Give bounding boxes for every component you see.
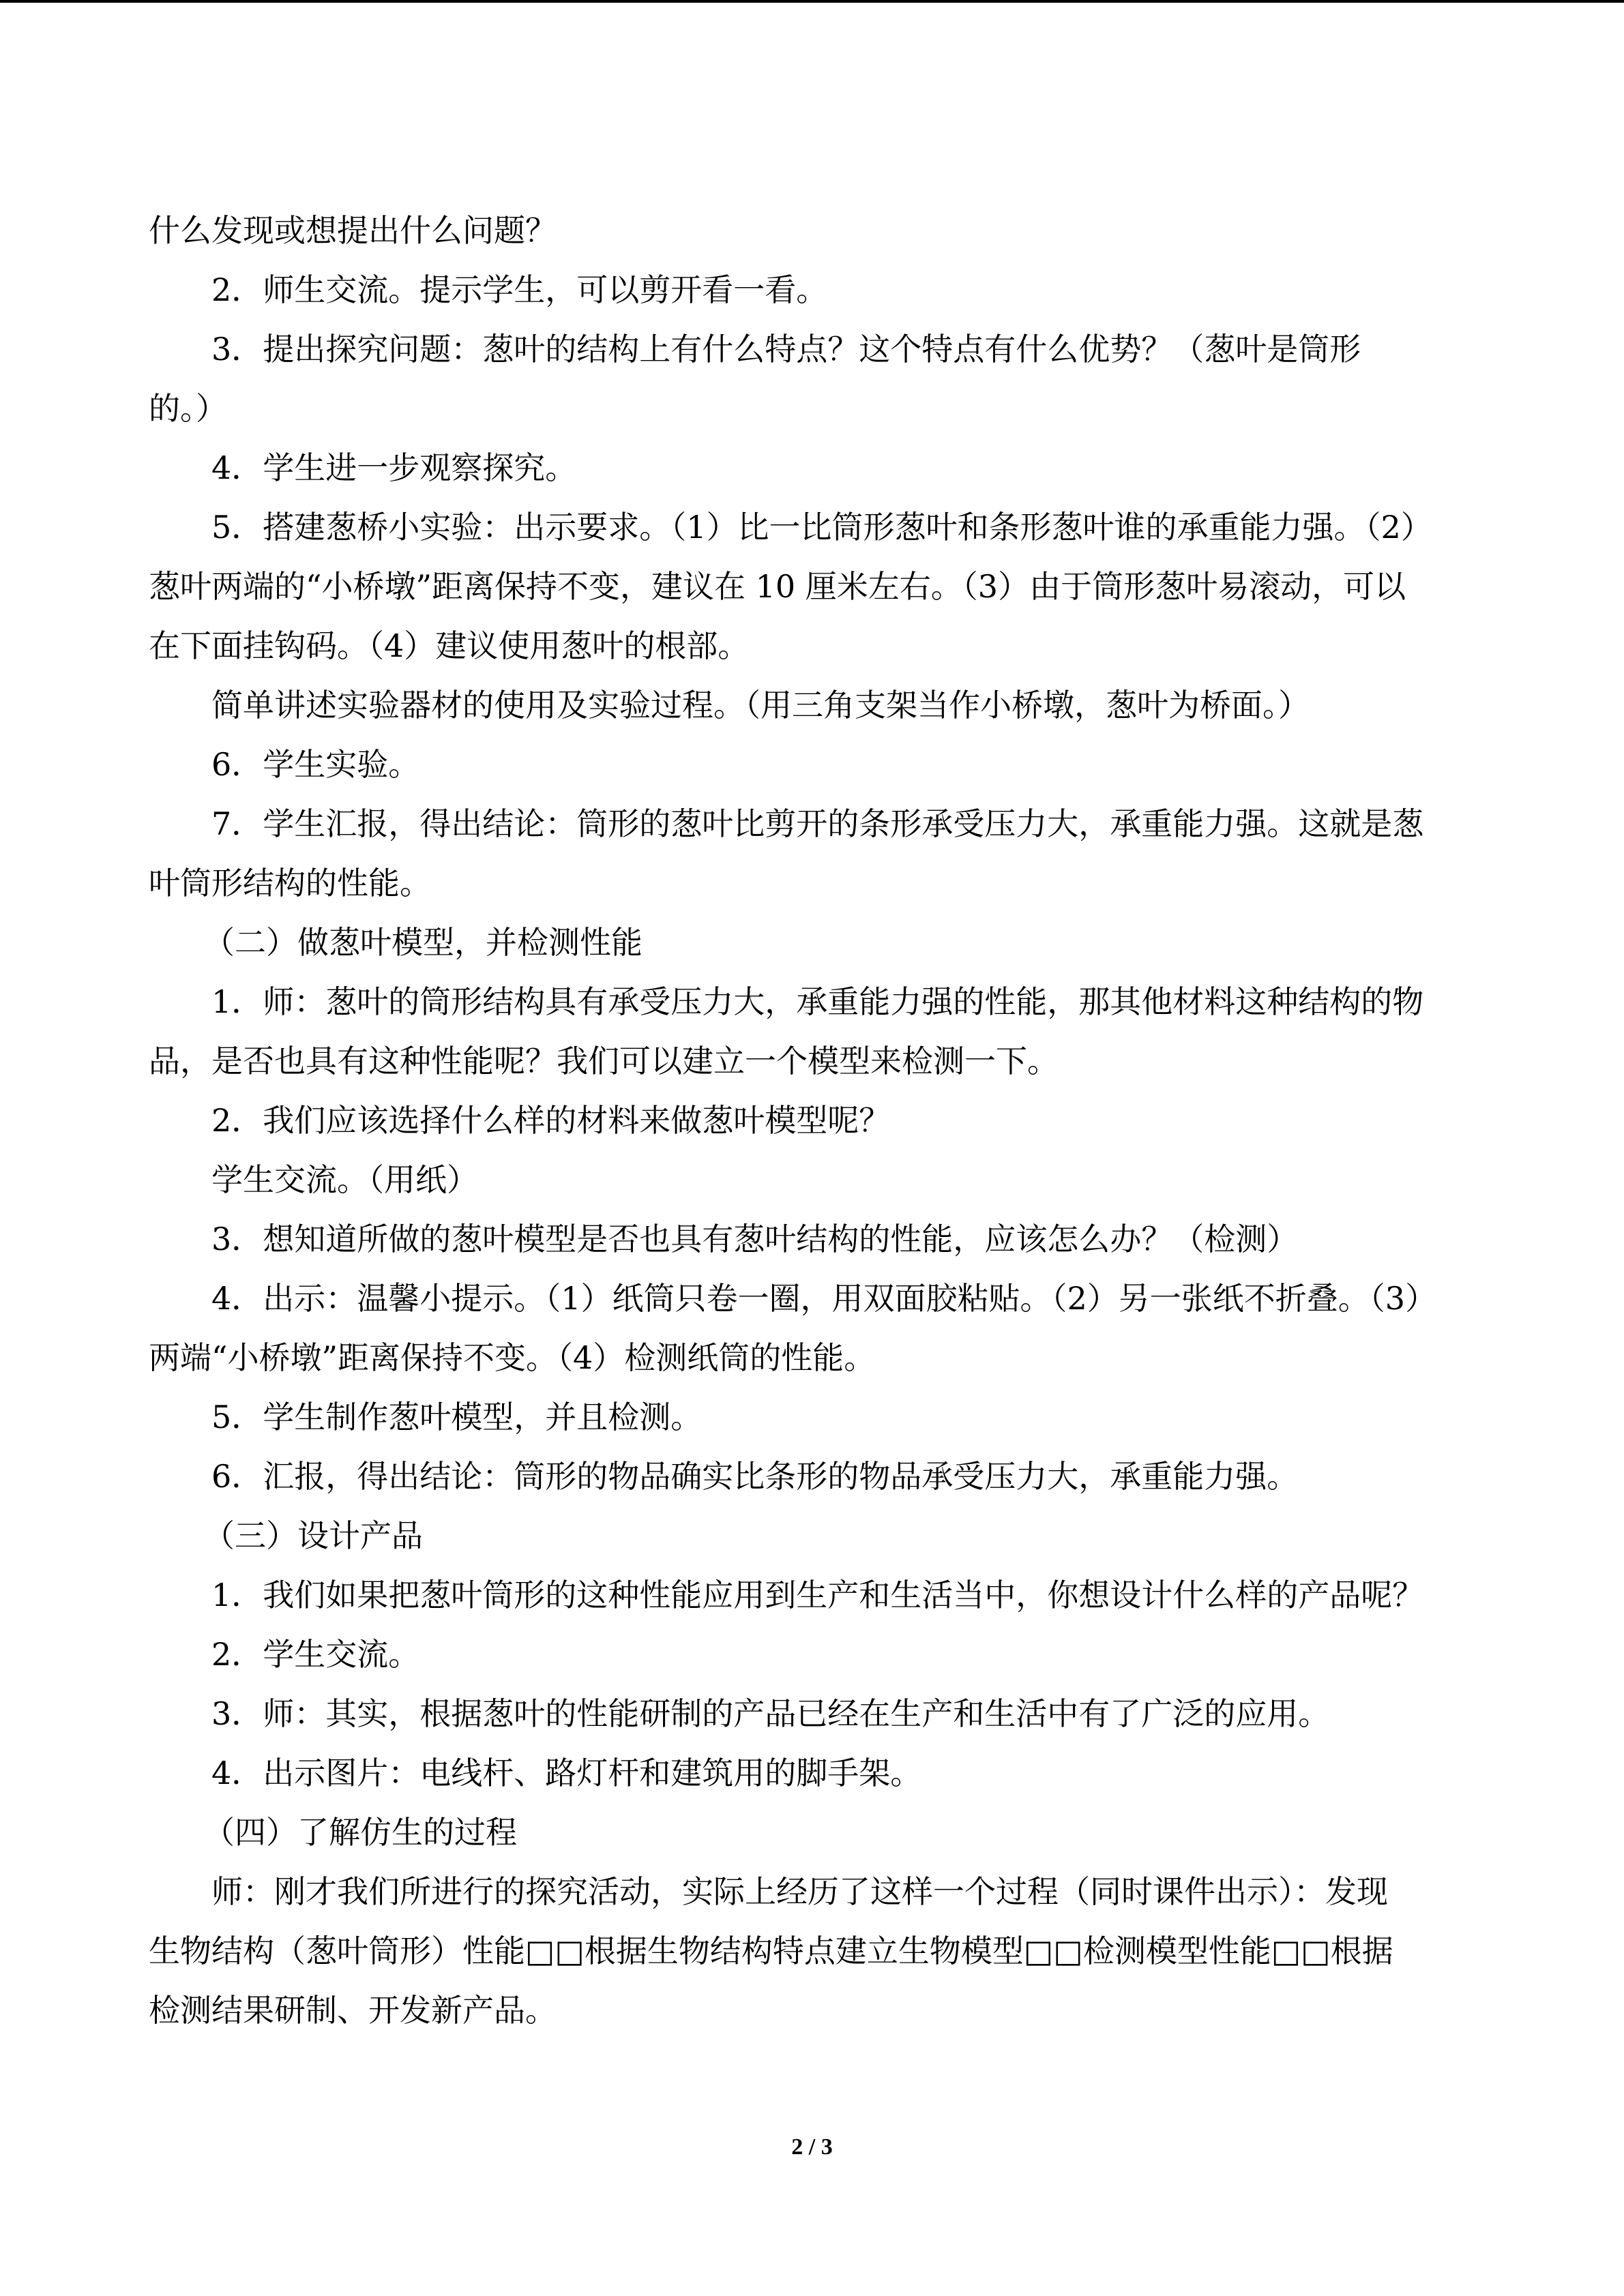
text-line: 1．师：葱叶的筒形结构具有承受压力大，承重能力强的性能，那其他材料这种结构的物: [211, 983, 1424, 1020]
document-body: [149, 201, 1479, 2040]
text-line: 葱叶两端的“小桥墩”距离保持不变，建议在 10 厘米左右。（3）由于筒形葱叶易滚动，可以: [149, 568, 1406, 605]
text-line: 简单讲述实验器材的使用及实验过程。（用三角支架当作小桥墩，葱叶为桥面。）: [211, 687, 1310, 724]
text-line: 4．出示：温馨小提示。（1）纸筒只卷一圈，用双面胶粘贴。（2）另一张纸不折叠。（3）: [211, 1280, 1437, 1317]
text-line: （二）做葱叶模型，并检测性能: [203, 924, 643, 961]
text-line: 3．想知道所做的葱叶模型是否也具有葱叶结构的性能，应该怎么办？（检测）: [211, 1221, 1299, 1257]
text-line: 2．师生交流。提示学生，可以剪开看一看。: [211, 271, 828, 308]
text-line: （四）了解仿生的过程: [203, 1814, 517, 1851]
text-line: 什么发现或想提出什么问题？: [149, 212, 557, 249]
text-line: 4．出示图片：电线杆、路灯杆和建筑用的脚手架。: [211, 1755, 922, 1791]
text-line: 4．学生进一步观察探究。: [211, 449, 577, 486]
text-line: 7．学生汇报，得出结论：筒形的葱叶比剪开的条形承受压力大，承重能力强。这就是葱: [211, 805, 1424, 842]
text-line: 5．学生制作葱叶模型，并且检测。: [211, 1399, 703, 1435]
text-line: 1．我们如果把葱叶筒形的这种性能应用到生产和生活当中，你想设计什么样的产品呢？: [211, 1577, 1424, 1613]
text-line: 生物结构（葱叶筒形）性能□□根据生物结构特点建立生物模型□□检测模型性能□□根据: [149, 1933, 1393, 1969]
text-line: 品，是否也具有这种性能呢？我们可以建立一个模型来检测一下。: [149, 1043, 1059, 1079]
text-line: 2．我们应该选择什么样的材料来做葱叶模型呢？: [211, 1102, 891, 1139]
text-line: 叶筒形结构的性能。: [149, 865, 431, 901]
text-line: 2．学生交流。: [211, 1636, 420, 1673]
text-line: （三）设计产品: [203, 1517, 423, 1554]
text-line: 6．汇报，得出结论：筒形的物品确实比条形的物品承受压力大，承重能力强。: [211, 1458, 1299, 1495]
text-line: 在下面挂钩码。（4）建议使用葱叶的根部。: [149, 627, 750, 664]
text-line: 3．师：其实，根据葱叶的性能研制的产品已经在生产和生活中有了广泛的应用。: [211, 1695, 1330, 1732]
text-line: 的。）: [149, 390, 227, 427]
text-line: 检测结果研制、开发新产品。: [149, 1992, 557, 2029]
text-line: 5．搭建葱桥小实验：出示要求。（1）比一比筒形葱叶和条形葱叶谁的承重能力强。（2）: [211, 509, 1432, 546]
top-border-rule: [0, 0, 1624, 3]
text-line: 师：刚才我们所进行的探究活动，实际上经历了这样一个过程（同时课件出示）：发现: [211, 1873, 1388, 1910]
text-line: 6．学生实验。: [211, 746, 420, 783]
text-line: 学生交流。（用纸）: [211, 1161, 478, 1198]
text-line: 3．提出探究问题：葱叶的结构上有什么特点？这个特点有什么优势？（葱叶是筒形: [211, 331, 1361, 368]
text-line: 两端“小桥墩”距离保持不变。（4）检测纸筒的性能。: [149, 1339, 876, 1376]
page-number: 2 / 3: [791, 2134, 833, 2160]
